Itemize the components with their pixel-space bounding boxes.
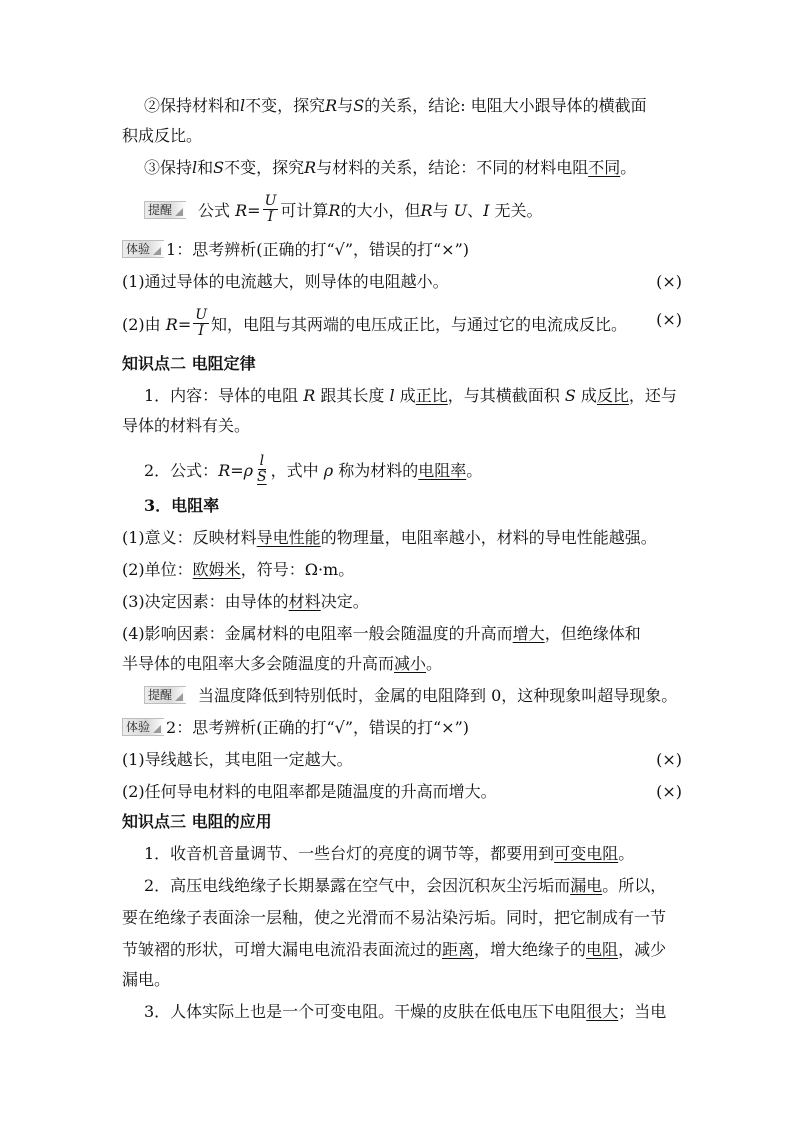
text: = <box>247 201 261 220</box>
text: 半导体的电阻率大多会随温度的升高而 <box>122 654 395 673</box>
exercise-tag: 体验 <box>122 240 164 258</box>
denominator: I <box>267 209 274 225</box>
fraction <box>255 454 269 485</box>
subheading: 3．电阻率 <box>144 496 220 515</box>
paragraph-line <box>144 876 666 896</box>
text: 不变，探究 <box>224 158 305 177</box>
paragraph-line <box>144 453 483 487</box>
variable: R <box>303 386 316 405</box>
denominator: I <box>198 323 204 339</box>
paragraph-line <box>122 528 657 548</box>
text: 1．内容：导体的电阻 <box>144 386 304 405</box>
text: 跟其长度 <box>315 386 390 405</box>
text: 当温度降低到特别低时，金属的电阻降到 0，这种现象叫超导现象。 <box>198 686 678 705</box>
paragraph-line <box>144 158 636 178</box>
tip-tag: 提醒 <box>144 201 186 219</box>
paragraph-line <box>144 1002 666 1022</box>
text: ③保持 <box>144 158 193 177</box>
underlined-answer: 漏电 <box>570 876 603 895</box>
underlined-answer: 反比 <box>596 386 629 405</box>
paragraph-line <box>144 96 647 116</box>
text: ，与其横截面积 <box>447 386 565 405</box>
variable: I <box>483 201 490 220</box>
text: (2)由 <box>122 315 166 334</box>
text: 3．人体实际上也是一个可变电阻。干燥的皮肤在低电压下电阻 <box>144 1002 587 1021</box>
text: 不变，探究 <box>245 96 326 115</box>
text: ，还与 <box>628 386 677 405</box>
variable: S <box>353 96 365 115</box>
text: 成 <box>575 386 597 405</box>
text: ，但绝缘体和 <box>544 624 641 643</box>
underlined-answer: 欧姆米 <box>192 560 241 579</box>
paragraph-line <box>144 844 634 864</box>
question-text: (1)导线越长，其电阻一定越大。 <box>122 750 353 769</box>
question-line <box>122 272 682 292</box>
numerator: l <box>259 453 265 469</box>
tip-line <box>144 193 543 227</box>
text: ，减少 <box>618 940 667 959</box>
answer-mark: (×) <box>656 310 682 329</box>
text: ，符号：Ω·m。 <box>240 560 355 579</box>
denominator: S <box>257 469 267 485</box>
underlined-answer: 电阻 <box>586 940 619 959</box>
text: 2．高压电线绝缘子长期暴露在空气中，会因沉积灰尘污垢而 <box>144 876 571 895</box>
variable: ρ <box>323 461 334 480</box>
variable: l <box>240 96 246 115</box>
question-line <box>122 782 682 802</box>
text: = <box>177 315 192 334</box>
paragraph-line: 导体的材料有关。 <box>122 416 251 435</box>
paragraph-line <box>122 624 641 644</box>
text: 。 <box>426 654 443 673</box>
paragraph-line <box>122 560 354 580</box>
variable: l <box>192 158 198 177</box>
text: 公式 <box>198 201 236 220</box>
text: 。 <box>620 158 637 177</box>
answer-mark: (×) <box>656 782 682 801</box>
text: 成 <box>394 386 416 405</box>
variable: S <box>213 158 225 177</box>
exercise-heading <box>122 240 469 260</box>
text: 。 <box>618 844 635 863</box>
text: 、 <box>467 201 484 220</box>
text: (4)影响因素：金属材料的电阻率一般会随温度的升高而 <box>122 624 513 643</box>
text: 知，电阻与其两端的电压成正比，与通过它的电流成反比。 <box>211 315 628 334</box>
question-line <box>122 307 682 341</box>
variable: R <box>165 315 178 334</box>
text: 节皱褶的形状，可增大漏电电流沿表面流过的 <box>122 940 443 959</box>
question-text: (2)任何导电材料的电阻率都是随温度的升高而增大。 <box>122 782 497 801</box>
underlined-answer: 很大 <box>586 1002 619 1021</box>
text: 2：思考辨析(正确的打“√”，错误的打“×”) <box>166 718 470 737</box>
text: 称为材料的 <box>333 461 419 480</box>
answer-mark: (×) <box>656 750 682 769</box>
text: 的物理量，电阻率越小，材料的导电性能越强。 <box>320 528 657 547</box>
question-text: (1)通过导体的电流越大，则导体的电阻越小。 <box>122 272 449 291</box>
paragraph-line <box>122 592 369 612</box>
variable: R <box>235 201 248 220</box>
underlined-answer: 不同 <box>588 158 621 177</box>
text: 与 <box>337 96 354 115</box>
paragraph-line <box>122 654 442 674</box>
answer-mark: (×) <box>656 272 682 291</box>
paragraph-line <box>122 940 666 960</box>
variable: R <box>304 158 317 177</box>
variable: R <box>328 201 341 220</box>
paragraph-line: 积成反比。 <box>122 126 203 145</box>
question-line <box>122 750 682 770</box>
underlined-answer: 正比 <box>415 386 448 405</box>
text: (1)意义：反映材料 <box>122 528 257 547</box>
text: ，式中 <box>270 461 324 480</box>
text: 1．收音机音量调节、一些台灯的亮度的调节等，都要用到 <box>144 844 555 863</box>
exercise-tag: 体验 <box>122 718 164 736</box>
paragraph-line: 要在绝缘子表面涂一层釉，使之光滑而不易沾染污垢。同时，把它制成有一节 <box>122 908 667 927</box>
numerator: U <box>195 307 208 323</box>
variable: S <box>564 386 576 405</box>
text: 决定。 <box>320 592 369 611</box>
text: 的关系，结论: 电阻大小跟导体的横截面 <box>364 96 647 115</box>
text: 与材料的关系，结论：不同的材料电阻 <box>316 158 589 177</box>
variable: R <box>325 96 338 115</box>
text: ②保持材料和 <box>144 96 241 115</box>
variable: l <box>389 386 395 405</box>
underlined-answer: 导电性能 <box>256 528 321 547</box>
underlined-answer: 材料 <box>288 592 321 611</box>
text: 和 <box>197 158 214 177</box>
text: ；当电 <box>618 1002 667 1021</box>
tip-tag: 提醒 <box>144 686 186 704</box>
exercise-heading <box>122 718 469 738</box>
text: (3)决定因素：由导体的 <box>122 592 289 611</box>
numerator: U <box>264 193 277 209</box>
text: 与 <box>432 201 454 220</box>
text: 无关。 <box>489 201 543 220</box>
underlined-answer: 增大 <box>512 624 545 643</box>
variable: ρ <box>243 461 254 480</box>
underlined-answer: 电阻率 <box>418 461 467 480</box>
variable: R <box>218 461 231 480</box>
text: ，增大绝缘子的 <box>474 940 587 959</box>
text: 2．公式： <box>144 461 219 480</box>
fraction <box>263 194 279 225</box>
underlined-answer: 减小 <box>394 654 427 673</box>
text: = <box>230 461 244 480</box>
fraction <box>193 308 209 339</box>
variable: R <box>420 201 433 220</box>
paragraph-line: 漏电。 <box>122 970 171 989</box>
paragraph-line <box>144 386 677 406</box>
text: 。 <box>466 461 483 480</box>
text: 。所以， <box>602 876 667 895</box>
text: 1：思考辨析(正确的打“√”，错误的打“×”) <box>166 240 470 259</box>
section-heading: 知识点二 电阻定律 <box>122 354 256 373</box>
underlined-answer: 可变电阻 <box>554 844 619 863</box>
tip-line <box>144 686 677 706</box>
underlined-answer: 距离 <box>442 940 475 959</box>
section-heading: 知识点三 电阻的应用 <box>122 812 272 831</box>
text: (2)单位： <box>122 560 193 579</box>
text: 的大小，但 <box>340 201 421 220</box>
variable: U <box>453 201 468 220</box>
text: 可计算 <box>280 201 329 220</box>
